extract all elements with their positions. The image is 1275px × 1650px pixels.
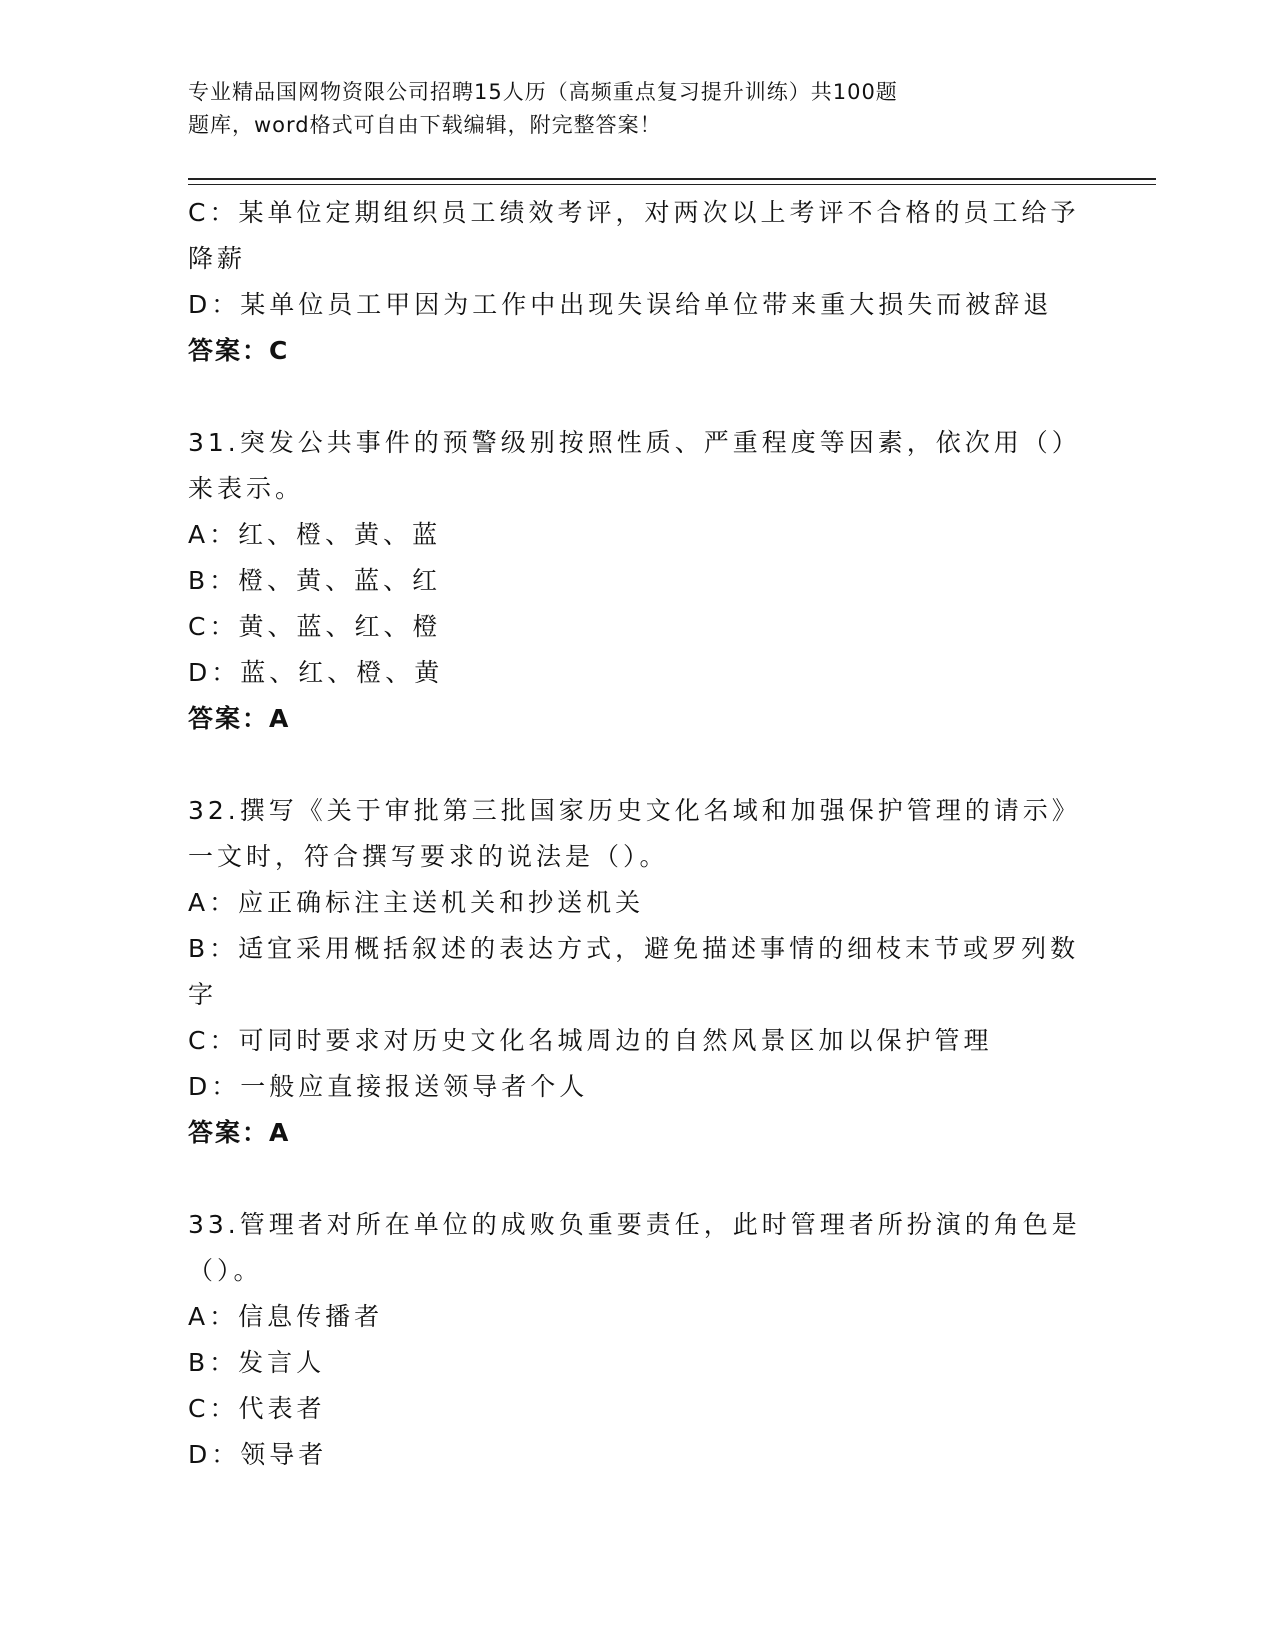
option-c: C：代表者 [188,1394,326,1423]
option-a: A：信息传播者 [188,1302,384,1331]
option-c: C：某单位定期组织员工绩效考评，对两次以上考评不合格的员工给予 [188,198,1080,227]
option-b: B：适宜采用概括叙述的表达方式，避免描述事情的细枝末节或罗列数 [188,934,1080,963]
spacer [188,374,1088,420]
option-d: D：某单位员工甲因为工作中出现失误给单位带来重大损失而被辞退 [188,290,1053,319]
question-32 [188,788,1088,1156]
spacer [188,1156,1088,1202]
question-31 [188,420,1088,742]
header-title-line-2: 题库，word格式可自由下载编辑，附完整答案！ [188,113,662,137]
answer-line: 答案：A [188,704,291,733]
option-c-continuation: 降薪 [188,244,247,273]
header-divider-thick [188,178,1156,180]
header-title-line-1: 专业精品国网物资限公司招聘15人历（高频重点复习提升训练）共100题 [188,80,898,104]
option-d: D：蓝、红、橙、黄 [188,658,444,687]
question-stem: 32.撰写《关于审批第三批国家历史文化名域和加强保护管理的请示》 [188,796,1081,825]
option-a: A：红、橙、黄、蓝 [188,520,442,549]
spacer [188,742,1088,788]
previous-question-tail [188,190,1088,374]
option-b: B：橙、黄、蓝、红 [188,566,442,595]
question-stem: 31.突发公共事件的预警级别按照性质、严重程度等因素，依次用（） [188,428,1081,457]
question-stem-continuation: 一文时，符合撰写要求的说法是（）。 [188,842,669,871]
answer-line: 答案：C [188,336,290,365]
option-a: A：应正确标注主送机关和抄送机关 [188,888,645,917]
question-33 [188,1202,1088,1478]
option-d: D：领导者 [188,1440,328,1469]
option-b-continuation: 字 [188,980,218,1009]
question-stem: 33.管理者对所在单位的成败负重要责任，此时管理者所扮演的角色是 [188,1210,1081,1239]
header-divider-thin [188,184,1156,185]
option-b: B：发言人 [188,1348,326,1377]
option-c: C：可同时要求对历史文化名城周边的自然风景区加以保护管理 [188,1026,993,1055]
document-header [188,76,1028,142]
option-c: C：黄、蓝、红、橙 [188,612,442,641]
question-stem-continuation: （）。 [188,1256,263,1285]
document-body [188,190,1088,1478]
option-d: D：一般应直接报送领导者个人 [188,1072,589,1101]
question-stem-continuation: 来表示。 [188,474,305,503]
answer-line: 答案：A [188,1118,291,1147]
